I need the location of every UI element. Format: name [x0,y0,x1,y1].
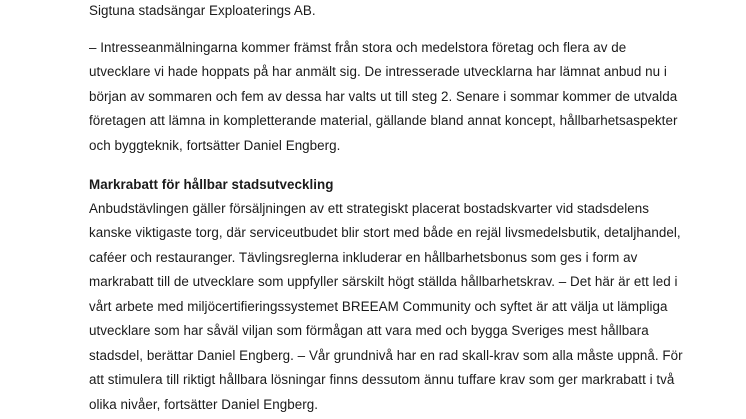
body-line-4: markrabatt till de utvecklare som uppfyller särskilt högt ställda hållbarhetskrav. – Det här är ett led i [89,274,678,289]
company-line: Sigtuna stadsängar Exploaterings AB. [89,3,316,18]
body-line-2: kanske viktigaste torg, där serviceutbudet blir stort med både en rejäl livsmedelsbutik, detaljhandel, [89,225,681,240]
body-line-8: att stimulera till riktigt hållbara lösningar finns dessutom ännu tuffare krav som ger markrabatt i två [89,372,675,387]
body-line-5: vårt arbete med miljöcertifieringssystemet BREEAM Community och syftet är att välja ut lämpliga [89,299,668,314]
body-line-6: utvecklare som har såväl viljan som förmågan att vara med och bygga Sveriges mest hållbara [89,323,649,338]
quote-line-4: företagen att lämna in kompletterande material, gällande bland annat koncept, hållbarhetsaspekter [89,113,678,128]
quote-line-1: – Intresseanmälningarna kommer främst från stora och medelstora företag och flera av de [89,40,627,55]
quote-line-2: utvecklare vi hade hoppats på har anmält sig. De intresserade utvecklarna har lämnat anbud nu i [89,64,667,79]
section-heading: Markrabatt för hållbar stadsutveckling [89,177,334,192]
body-line-7: stadsdel, berättar Daniel Engberg. – Vår grundnivå har en rad skall-krav som alla måste uppnå. För [89,348,683,363]
body-line-3: caféer och restauranger. Tävlingsreglerna inkluderar en hållbarhetsbonus som ges i form av [89,250,638,265]
body-line-1: Anbudstävlingen gäller försäljningen av ett strategiskt placerat bostadskvarter vid stadsdelens [89,201,650,216]
quote-line-5: och byggteknik, fortsätter Daniel Engberg. [89,138,341,153]
quote-line-3: början av sommaren och fem av dessa har valts ut till steg 2. Senare i sommar kommer de utvalda [89,89,678,104]
body-line-9: olika nivåer, fortsätter Daniel Engberg. [89,397,319,412]
